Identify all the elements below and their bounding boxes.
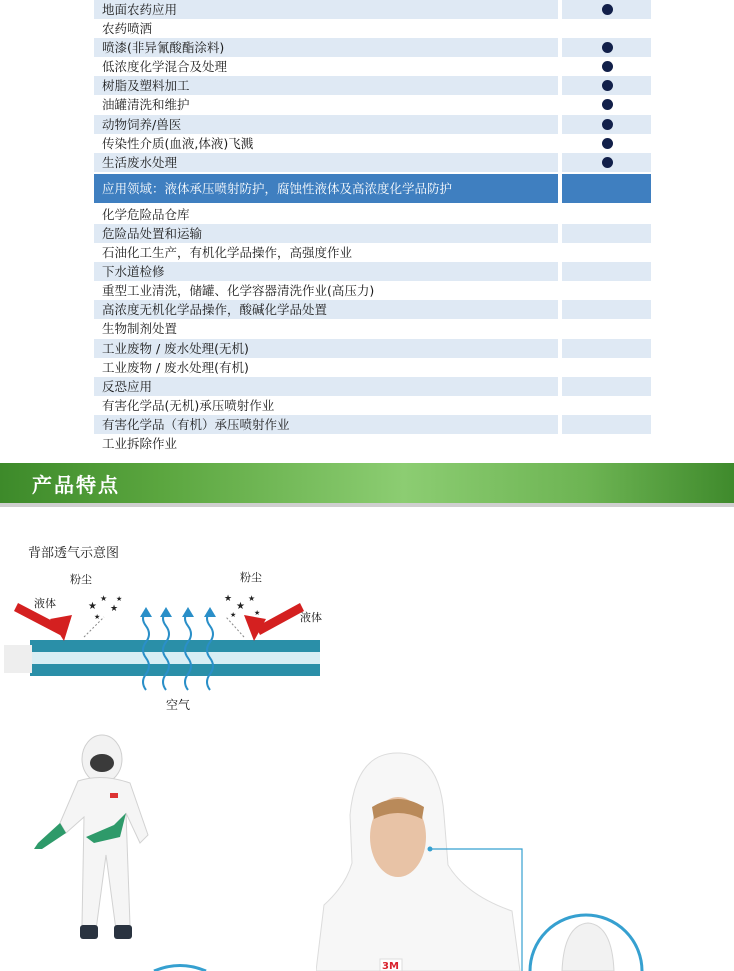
table-row-mark — [562, 339, 651, 358]
table-section-header-mark — [562, 174, 651, 203]
table-row-mark — [562, 134, 651, 153]
table-row-mark — [562, 224, 651, 243]
table-row — [94, 0, 651, 19]
table-row-mark — [562, 57, 651, 76]
table-row-mark — [562, 396, 651, 415]
table-row-mark — [562, 377, 651, 396]
table-row-label: 有害化学品(无机)承压喷射作业 — [94, 396, 558, 415]
table-row-mark — [562, 19, 651, 38]
table-row-label: 工业拆除作业 — [94, 434, 558, 453]
hooded-coverall-photo — [316, 745, 734, 971]
breathable-diagram — [4, 565, 334, 715]
table-row — [94, 153, 651, 172]
table-row — [94, 95, 651, 114]
table-row — [94, 224, 651, 243]
svg-text:★: ★ — [224, 594, 233, 604]
table-row-label: 反恐应用 — [94, 377, 558, 396]
table-row-label: 有害化学品（有机）承压喷射作业 — [94, 415, 558, 434]
table-row-label: 地面农药应用 — [94, 0, 558, 19]
applicable-dot-icon — [602, 119, 613, 130]
table-row-mark — [562, 115, 651, 134]
diagram-label-dust-right: 粉尘 — [240, 571, 262, 584]
diagram-label-liquid-left: 液体 — [34, 597, 56, 610]
table-row-mark — [562, 38, 651, 57]
table-row — [94, 205, 651, 224]
svg-text:★: ★ — [110, 604, 119, 614]
table-row-mark — [562, 415, 651, 434]
dust-particles-left-icon — [88, 594, 122, 621]
svg-text:★: ★ — [236, 601, 245, 612]
table-row-label: 动物饲养/兽医 — [94, 115, 558, 134]
table-row-mark — [562, 434, 651, 453]
table-row — [94, 396, 651, 415]
diagram-label-air: 空气 — [166, 698, 191, 712]
table-row — [94, 319, 651, 338]
table-row-mark — [562, 281, 651, 300]
diagram-label-dust-left: 粉尘 — [70, 573, 92, 586]
table-row-label: 农药喷洒 — [94, 19, 558, 38]
table-row-label: 重型工业清洗，储罐、化学容器清洗作业(高压力) — [94, 281, 558, 300]
table-row — [94, 281, 651, 300]
svg-text:★: ★ — [248, 594, 256, 603]
table-row-label: 化学危险品仓库 — [94, 205, 558, 224]
detail-circle-left — [150, 960, 210, 971]
table-row — [94, 415, 651, 434]
table-row-label: 低浓度化学混合及处理 — [94, 57, 558, 76]
worker-coverall-photo — [30, 725, 170, 971]
table-row-mark — [562, 95, 651, 114]
table-row-label: 工业废物 / 废水处理(无机) — [94, 339, 558, 358]
application-table — [94, 0, 651, 453]
svg-text:★: ★ — [88, 601, 97, 612]
table-row-mark — [562, 0, 651, 19]
table-row-label: 传染性介质(血液,体液)飞溅 — [94, 134, 558, 153]
table-row — [94, 434, 651, 453]
table-row-label: 树脂及塑料加工 — [94, 76, 558, 95]
table-row-mark — [562, 243, 651, 262]
table-row — [94, 115, 651, 134]
table-row-label: 工业废物 / 废水处理(有机) — [94, 358, 558, 377]
table-row-label: 喷漆(非异氰酸酯涂料) — [94, 38, 558, 57]
table-row-mark — [562, 358, 651, 377]
fabric-top-layer — [30, 640, 320, 652]
table-row-label: 危险品处置和运输 — [94, 224, 558, 243]
table-section-header-label: 应用领域：液体承压喷射防护，腐蚀性液体及高浓度化学品防护 — [94, 174, 558, 203]
fabric-mid-layer — [30, 652, 320, 664]
table-row — [94, 358, 651, 377]
dust-particles-right-icon — [224, 594, 260, 619]
applicable-dot-icon — [602, 99, 613, 110]
table-row — [94, 19, 651, 38]
brand-mark: 3M — [382, 961, 399, 971]
svg-text:★: ★ — [116, 595, 123, 603]
applicable-dot-icon — [602, 42, 613, 53]
table-row-mark — [562, 319, 651, 338]
applicable-dot-icon — [602, 61, 613, 72]
table-row — [94, 300, 651, 319]
table-row-label: 高浓度无机化学品操作，酸碱化学品处置 — [94, 300, 558, 319]
svg-text:★: ★ — [100, 594, 108, 603]
section-title: 产品特点 — [32, 473, 120, 497]
table-row — [94, 262, 651, 281]
table-row — [94, 339, 651, 358]
applicable-dot-icon — [602, 157, 613, 168]
liquid-arrow-right-icon — [244, 603, 304, 641]
applicable-dot-icon — [602, 138, 613, 149]
section-bar-shadow — [0, 503, 734, 507]
svg-text:★: ★ — [230, 611, 237, 619]
section-bar — [0, 463, 734, 503]
table-row-mark — [562, 205, 651, 224]
table-row-label: 油罐清洗和维护 — [94, 95, 558, 114]
applicable-dot-icon — [602, 80, 613, 91]
svg-text:★: ★ — [94, 613, 101, 621]
table-row-mark — [562, 300, 651, 319]
diagram-label-liquid-right: 液体 — [300, 611, 322, 624]
table-row — [94, 243, 651, 262]
table-row — [94, 134, 651, 153]
table-row-label: 生物制剂处置 — [94, 319, 558, 338]
air-arrow-heads-icon — [140, 607, 216, 617]
table-section-header — [94, 174, 651, 203]
table-row-label: 石油化工生产，有机化学品操作，高强度作业 — [94, 243, 558, 262]
table-row-label: 下水道检修 — [94, 262, 558, 281]
applicable-dot-icon — [602, 4, 613, 15]
table-row — [94, 377, 651, 396]
svg-text:★: ★ — [254, 609, 261, 617]
table-row — [94, 38, 651, 57]
table-row-mark — [562, 153, 651, 172]
diagram-title: 背部透气示意图 — [28, 546, 120, 561]
fabric-bottom-layer — [30, 664, 320, 676]
table-row-mark — [562, 76, 651, 95]
table-row-label: 生活废水处理 — [94, 153, 558, 172]
table-row-mark — [562, 262, 651, 281]
table-row — [94, 57, 651, 76]
table-row — [94, 76, 651, 95]
